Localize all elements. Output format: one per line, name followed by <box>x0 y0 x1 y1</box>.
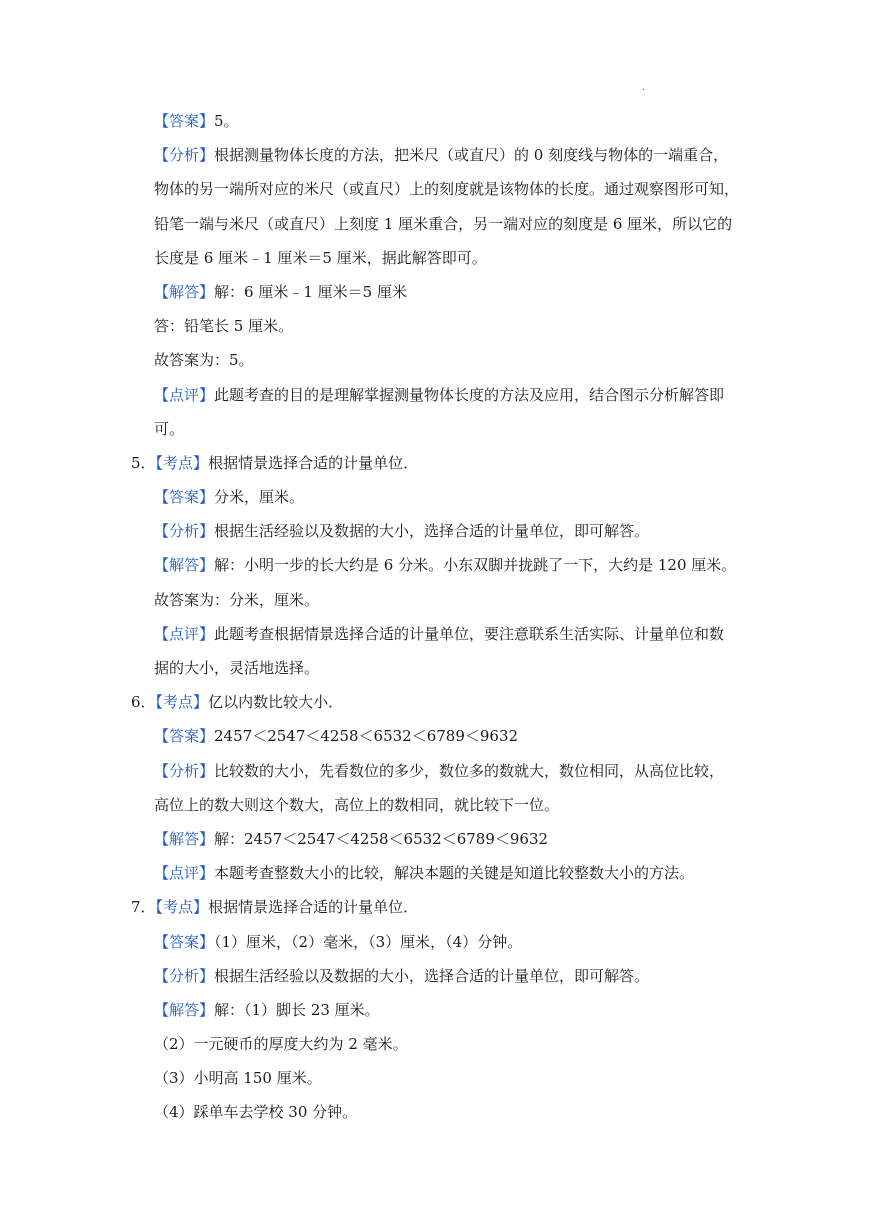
section-tag: 【答案】 <box>154 112 215 130</box>
text-line <box>0 822 869 856</box>
question-number: 5． <box>131 453 156 472</box>
question-heading-line <box>0 890 869 924</box>
text-line <box>0 241 869 275</box>
line-text: （3）小明高 150 厘米。 <box>154 1069 322 1088</box>
section-tag: 【考点】 <box>155 898 209 917</box>
section-tag: 【考点】 <box>155 453 209 472</box>
text-line <box>0 754 869 788</box>
text-line <box>0 514 869 548</box>
line-text: 铅笔一端与米尺（或直尺）上刻度 1 厘米重合，另一端对应的刻度是 6 厘米，所以它的 <box>154 214 733 233</box>
question-number: 7． <box>131 898 156 917</box>
text-line <box>0 925 869 959</box>
line-text: 2457＜2547＜4258＜6532＜6789＜9632 <box>214 727 519 746</box>
line-text: 根据情景选择合适的计量单位． <box>208 898 419 917</box>
section-tag: 【答案】 <box>154 932 215 951</box>
line-text: 故答案为：分米，厘米。 <box>154 590 320 609</box>
line-text: 物体的另一端所对应的米尺（或直尺）上的刻度就是该物体的长度。通过观察图形可知， <box>154 180 740 199</box>
text-line <box>0 993 869 1027</box>
line-text: 亿以内数比较大小． <box>208 693 344 712</box>
section-tag: 【答案】 <box>154 727 215 746</box>
line-text: 根据生活经验以及数据的大小，选择合适的计量单位，即可解答。 <box>214 966 650 985</box>
question-heading-line <box>0 446 869 480</box>
section-tag: 【分析】 <box>154 966 215 985</box>
line-text: （1）厘米，（2）毫米，（3）厘米，（4）分钟。 <box>214 932 523 951</box>
text-line <box>0 959 869 993</box>
line-text: 高位上的数大则这个数大，高位上的数相同，就比较下一位。 <box>154 795 560 814</box>
line-text: （2）一元硬币的厚度大约为 2 毫米。 <box>154 1035 408 1054</box>
line-text: 解：2457＜2547＜4258＜6532＜6789＜9632 <box>214 829 549 848</box>
text-line <box>0 856 869 890</box>
line-text: 答：铅笔长 5 厘米。 <box>154 317 294 336</box>
line-text: 长度是 6 厘米﹣1 厘米＝5 厘米，据此解答即可。 <box>154 248 487 267</box>
section-tag: 【点评】 <box>154 864 215 883</box>
header-mark: . <box>642 82 646 93</box>
line-text: 故答案为：5。 <box>154 351 254 370</box>
text-line <box>0 1095 869 1129</box>
text-line <box>0 583 869 617</box>
line-text: 比较数的大小，先看数位的多少，数位多的数就大，数位相同，从高位比较， <box>214 761 725 780</box>
text-line <box>0 548 869 582</box>
line-text: 据的大小，灵活地选择。 <box>154 659 320 677</box>
line-text: 根据生活经验以及数据的大小，选择合适的计量单位，即可解答。 <box>214 522 650 541</box>
line-text: 解：（1）脚长 23 厘米。 <box>214 1000 380 1019</box>
text-line <box>0 172 869 206</box>
section-tag: 【答案】 <box>154 488 215 507</box>
text-line <box>0 378 869 412</box>
section-tag: 【分析】 <box>154 522 215 541</box>
document-body <box>0 104 869 1130</box>
section-tag: 【点评】 <box>154 385 215 404</box>
text-line <box>0 207 869 241</box>
section-tag: 【考点】 <box>155 693 209 712</box>
section-tag: 【解答】 <box>154 829 215 848</box>
section-tag: 【解答】 <box>154 1000 215 1019</box>
line-text: 分米，厘米。 <box>214 488 305 507</box>
line-text: 此题考查的目的是理解掌握测量物体长度的方法及应用，结合图示分析解答即 <box>214 385 725 404</box>
text-line <box>0 788 869 822</box>
text-line <box>0 138 869 172</box>
text-line <box>0 1061 869 1095</box>
text-line <box>0 104 869 138</box>
line-text: 解：6 厘米﹣1 厘米＝5 厘米 <box>214 282 407 301</box>
line-text: 5。 <box>214 112 239 130</box>
section-tag: 【点评】 <box>154 624 215 643</box>
text-line <box>0 651 869 685</box>
line-text: 根据情景选择合适的计量单位． <box>208 453 419 472</box>
section-tag: 【分析】 <box>154 146 215 165</box>
section-tag: 【解答】 <box>154 556 215 575</box>
text-line <box>0 1027 869 1061</box>
text-line <box>0 275 869 309</box>
text-line <box>0 309 869 343</box>
line-text: 此题考查根据情景选择合适的计量单位，要注意联系生活实际、计量单位和数 <box>214 624 725 643</box>
text-line <box>0 480 869 514</box>
text-line <box>0 719 869 753</box>
line-text: 解：小明一步的长大约是 6 分米。小东双脚并拢跳了一下，大约是 120 厘米。 <box>214 556 737 575</box>
section-tag: 【分析】 <box>154 761 215 780</box>
question-heading-line <box>0 685 869 719</box>
text-line <box>0 343 869 377</box>
line-text: 可。 <box>154 419 185 438</box>
section-tag: 【解答】 <box>154 282 215 301</box>
line-text: 根据测量物体长度的方法，把米尺（或直尺）的 0 刻度线与物体的一端重合， <box>214 146 729 165</box>
line-text: （4）踩单车去学校 30 分钟。 <box>154 1103 358 1122</box>
text-line <box>0 412 869 446</box>
line-text: 本题考查整数大小的比较，解决本题的关键是知道比较整数大小的方法。 <box>214 864 695 883</box>
question-number: 6． <box>131 693 156 712</box>
text-line <box>0 617 869 651</box>
